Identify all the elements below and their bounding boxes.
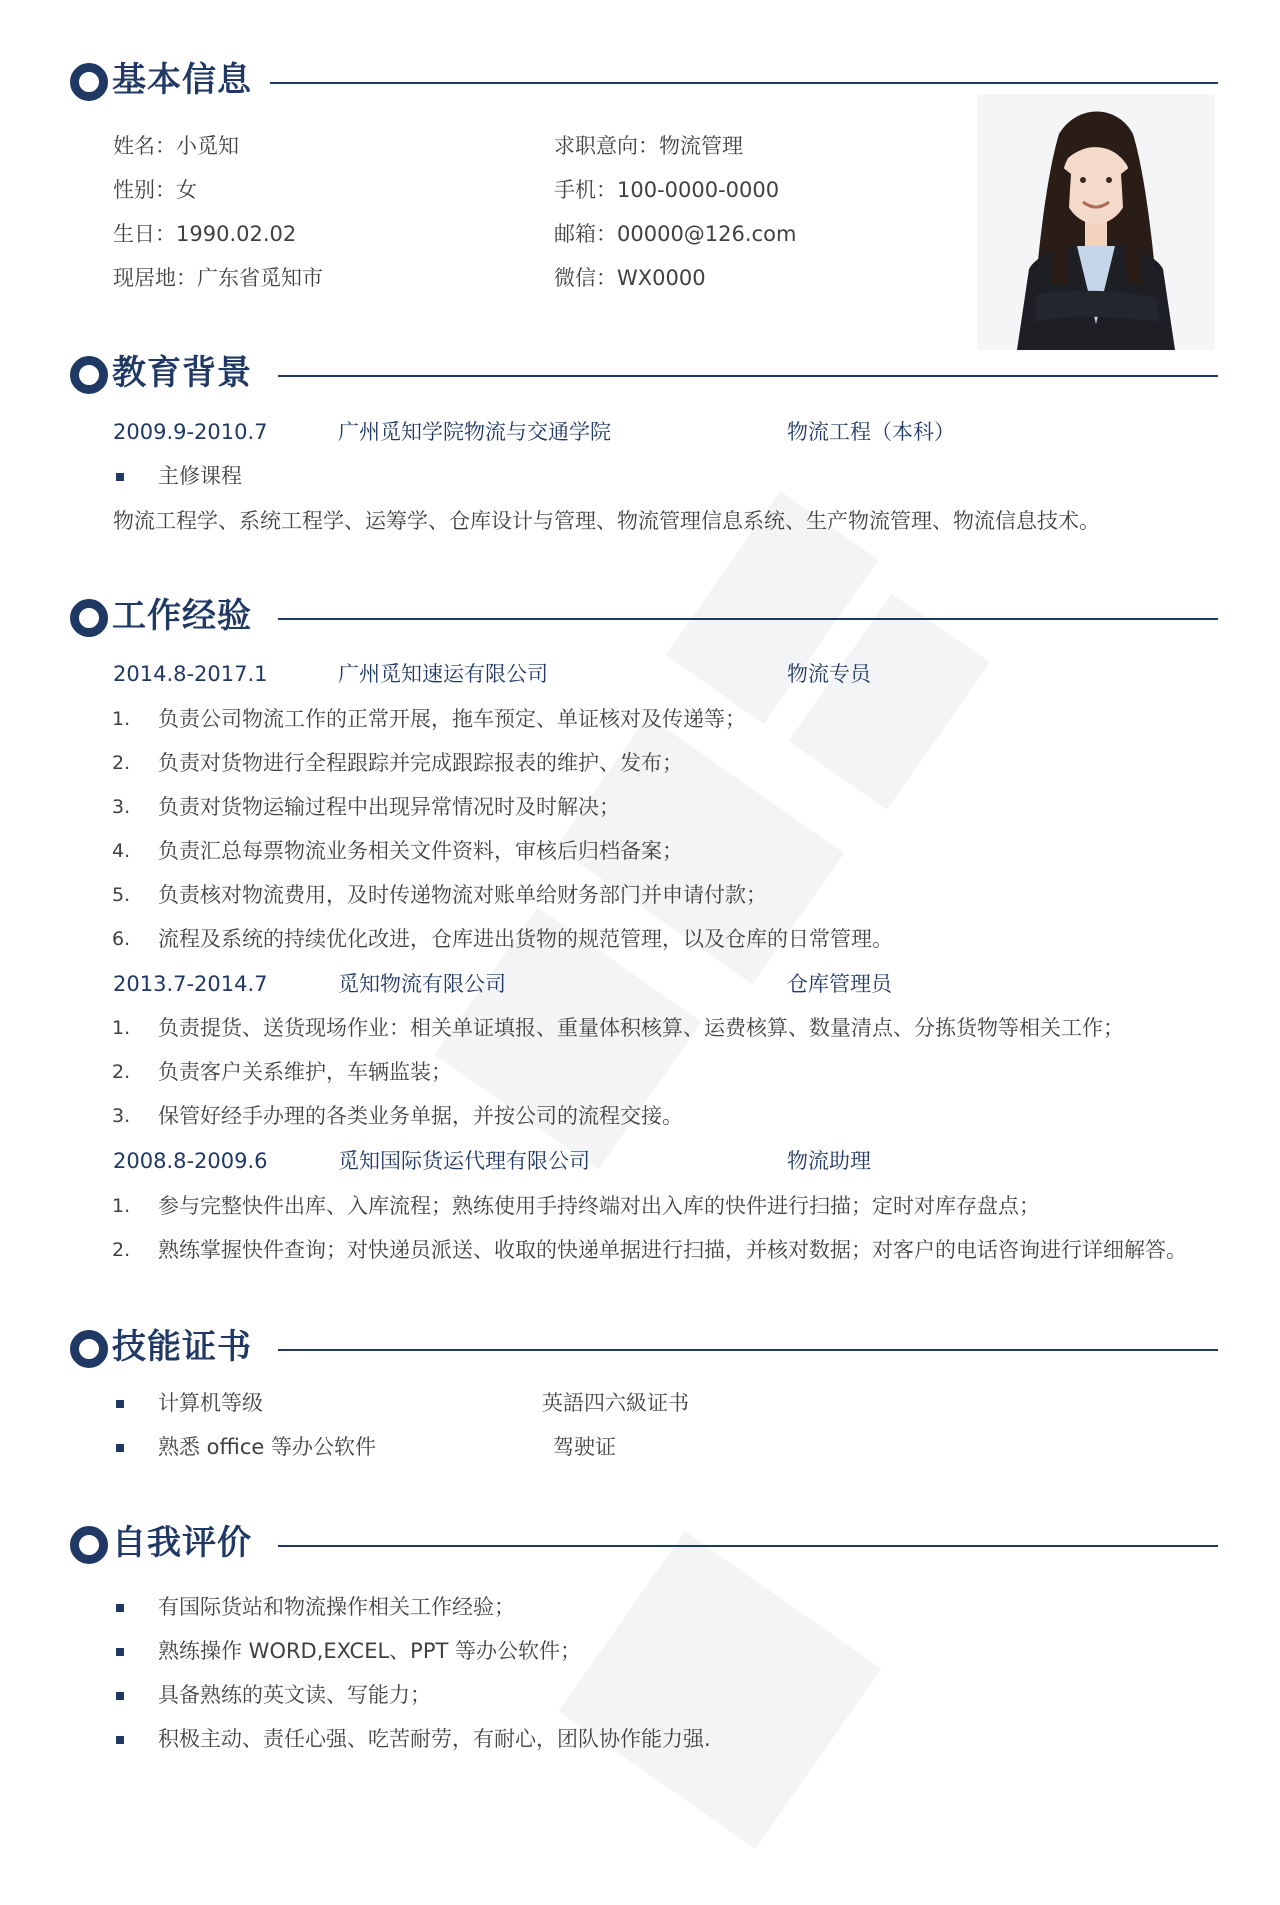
section-work-header — [70, 591, 1230, 641]
basic-name: 姓名：小觅知 — [113, 134, 239, 158]
job-item-number: 2. — [112, 1061, 131, 1083]
basic-intention: 求职意向：物流管理 — [554, 134, 743, 158]
job-item-number: 4. — [112, 840, 131, 862]
section-rule — [278, 375, 1218, 377]
job-item-text: 保管好经手办理的各类业务单据，并按公司的流程交接。 — [158, 1104, 683, 1128]
section-rule — [278, 1545, 1218, 1547]
job-item-number: 3. — [112, 796, 131, 818]
section-title: 教育背景 — [112, 353, 252, 393]
bullet-icon — [116, 1400, 124, 1408]
section-title: 自我评价 — [112, 1523, 252, 1563]
job-item-number: 1. — [112, 1195, 131, 1217]
job-item-text: 负责对货物运输过程中出现异常情况时及时解决； — [158, 795, 620, 819]
edu-major: 物流工程（本科） — [787, 420, 955, 444]
edu-courses: 物流工程学、系统工程学、运筹学、仓库设计与管理、物流管理信息系统、生产物流管理、物流信息技术。 — [113, 509, 1100, 533]
section-rule — [278, 618, 1218, 620]
basic-email: 邮箱：00000@126.com — [554, 222, 797, 246]
job-period: 2014.8-2017.1 — [113, 662, 268, 686]
job-item-text: 负责汇总每票物流业务相关文件资料，审核后归档备案； — [158, 839, 683, 863]
job-company: 觅知国际货运代理有限公司 — [338, 1149, 590, 1173]
section-ring-icon — [70, 356, 108, 394]
section-title: 工作经验 — [112, 596, 252, 636]
section-self-header — [70, 1518, 1230, 1568]
basic-gender: 性别：女 — [113, 178, 197, 202]
bullet-icon — [116, 1736, 124, 1744]
portrait-illustration — [977, 94, 1215, 350]
job-item-text: 负责提货、送货现场作业：相关单证填报、重量体积核算、运费核算、数量清点、分拣货物等相关工作； — [158, 1016, 1124, 1040]
section-rule — [270, 82, 1218, 84]
job-item-text: 熟练掌握快件查询；对快递员派送、收取的快递单据进行扫描，并核对数据；对客户的电话咨询进行详细解答。 — [158, 1238, 1187, 1262]
skill-item: 熟悉 office 等办公软件 — [158, 1435, 376, 1459]
job-item-text: 负责对货物进行全程跟踪并完成跟踪报表的维护、发布； — [158, 751, 683, 775]
job-item-number: 2. — [112, 752, 131, 774]
bullet-icon — [116, 1648, 124, 1656]
basic-wechat: 微信：WX0000 — [554, 266, 706, 290]
edu-period: 2009.9-2010.7 — [113, 420, 268, 444]
profile-photo — [977, 94, 1215, 350]
bullet-icon — [116, 1444, 124, 1452]
section-ring-icon — [70, 1330, 108, 1368]
job-item-text: 参与完整快件出库、入库流程；熟练使用手持终端对出入库的快件进行扫描；定时对库存盘点； — [158, 1194, 1040, 1218]
job-item-text: 流程及系统的持续优化改进，仓库进出货物的规范管理，以及仓库的日常管理。 — [158, 927, 893, 951]
self-eval-item: 有国际货站和物流操作相关工作经验； — [158, 1595, 515, 1619]
job-item-number: 1. — [112, 1017, 131, 1039]
basic-birthday: 生日：1990.02.02 — [113, 222, 297, 246]
job-item-number: 2. — [112, 1239, 131, 1261]
section-rule — [278, 1349, 1218, 1351]
job-item-number: 5. — [112, 884, 131, 906]
basic-phone: 手机：100-0000-0000 — [554, 178, 780, 202]
self-eval-item: 积极主动、责任心强、吃苦耐劳，有耐心，团队协作能力强. — [158, 1727, 711, 1751]
bullet-icon — [116, 1604, 124, 1612]
job-period: 2013.7-2014.7 — [113, 972, 268, 996]
skill-item: 英語四六級证书 — [542, 1391, 689, 1415]
job-item-number: 1. — [112, 708, 131, 730]
section-title: 基本信息 — [112, 60, 252, 100]
section-ring-icon — [70, 599, 108, 637]
job-role: 仓库管理员 — [787, 972, 892, 996]
basic-location: 现居地：广东省觅知市 — [113, 266, 323, 290]
skill-item: 驾驶证 — [553, 1435, 616, 1459]
job-item-number: 6. — [112, 928, 131, 950]
section-title: 技能证书 — [112, 1327, 252, 1367]
edu-courses-label: 主修课程 — [158, 464, 242, 488]
section-ring-icon — [70, 63, 108, 101]
edu-school: 广州觅知学院物流与交通学院 — [338, 420, 611, 444]
bullet-icon — [116, 473, 124, 481]
bullet-icon — [116, 1692, 124, 1700]
job-period: 2008.8-2009.6 — [113, 1149, 268, 1173]
job-company: 觅知物流有限公司 — [338, 972, 506, 996]
skill-item: 计算机等级 — [158, 1391, 263, 1415]
job-item-text: 负责客户关系维护，车辆监装； — [158, 1060, 452, 1084]
section-education-header — [70, 348, 1230, 398]
self-eval-item: 熟练操作 WORD,EXCEL、PPT 等办公软件； — [158, 1639, 581, 1663]
job-role: 物流助理 — [787, 1149, 871, 1173]
job-item-text: 负责核对物流费用，及时传递物流对账单给财务部门并申请付款； — [158, 883, 767, 907]
section-skills-header — [70, 1322, 1230, 1372]
self-eval-item: 具备熟练的英文读、写能力； — [158, 1683, 431, 1707]
job-item-number: 3. — [112, 1105, 131, 1127]
job-item-text: 负责公司物流工作的正常开展，拖车预定、单证核对及传递等； — [158, 707, 746, 731]
job-role: 物流专员 — [787, 662, 871, 686]
section-ring-icon — [70, 1526, 108, 1564]
job-company: 广州觅知速运有限公司 — [338, 662, 548, 686]
